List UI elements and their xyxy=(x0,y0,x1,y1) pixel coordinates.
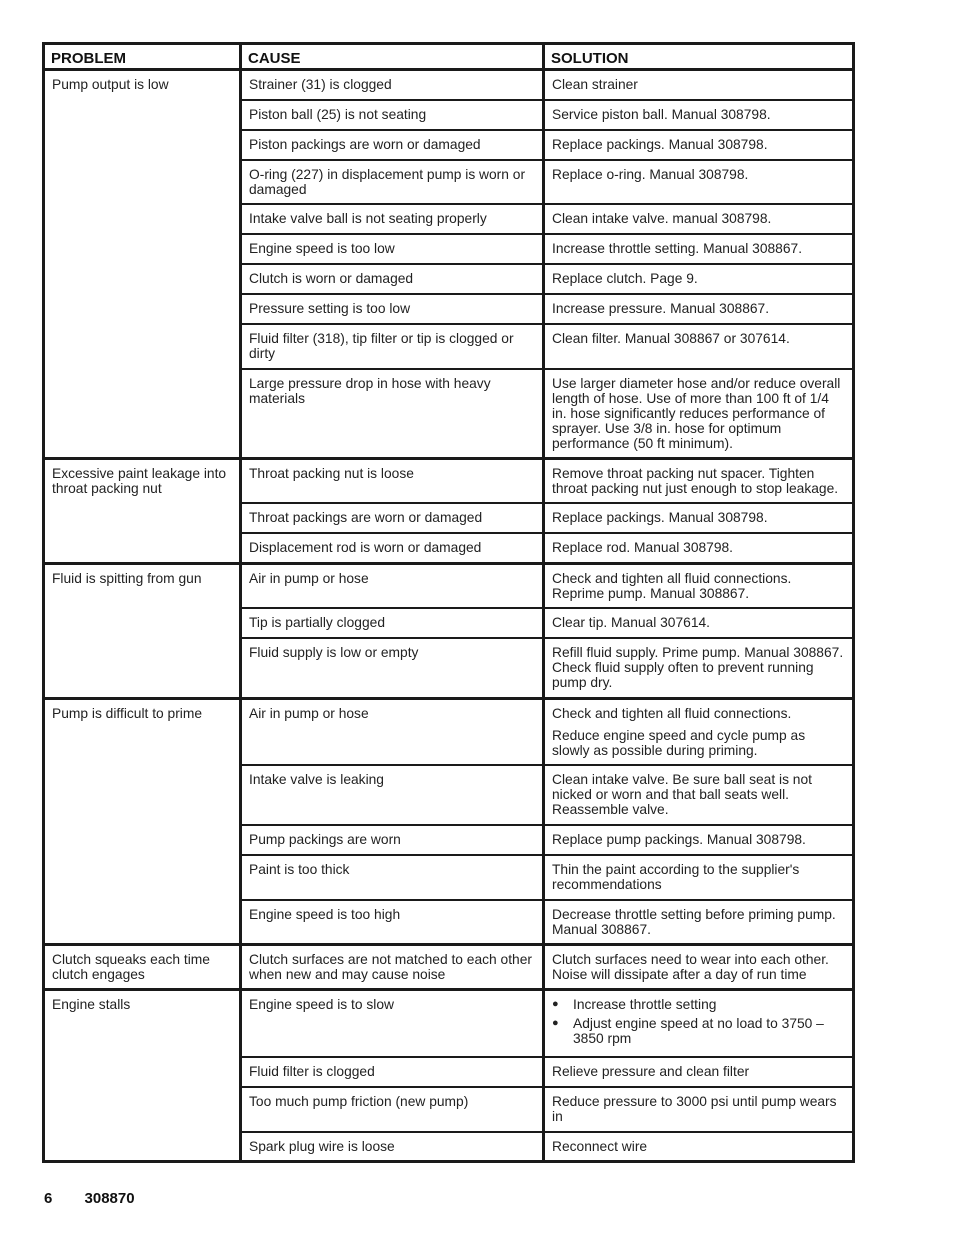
page-number: 6 xyxy=(44,1190,53,1207)
solution-cell xyxy=(544,234,854,264)
solution-bullet: ● Increase throttle setting xyxy=(552,997,846,1012)
solution-cell xyxy=(544,698,854,765)
cause-cell: Fluid supply is low or empty xyxy=(241,638,544,698)
solution-text: Relieve pressure and clean filter xyxy=(552,1063,750,1079)
cause-cell: Throat packing nut is loose xyxy=(241,458,544,503)
solution-text: Clean intake valve. manual 308798. xyxy=(552,210,772,226)
solution-text: Reduce engine speed and cycle pump as slowly as possible during priming. xyxy=(552,727,806,758)
solution-text: Check and tighten all fluid connections. xyxy=(552,705,792,721)
solution-cell xyxy=(544,1057,854,1087)
solution-text: Replace o-ring. Manual 308798. xyxy=(552,166,749,182)
cause-cell: Throat packings are worn or damaged xyxy=(241,503,544,533)
table-row xyxy=(44,563,854,608)
solution-text: Thin the paint according to the supplier's recommendations xyxy=(552,861,800,892)
cause-cell: O-ring (227) in displacement pump is worn or damaged xyxy=(241,160,544,204)
header-cause: CAUSE xyxy=(241,44,544,70)
solution-text: Reduce pressure to 3000 psi until pump wears in xyxy=(552,1093,837,1124)
cause-cell: Pressure setting is too low xyxy=(241,294,544,324)
solution-cell xyxy=(544,204,854,234)
solution-text: Clean strainer xyxy=(552,77,638,92)
solution-cell xyxy=(544,264,854,294)
problem-cell: Fluid is spitting from gun xyxy=(44,563,241,698)
solution-text: Check and tighten all fluid connections. Reprime pump. Manual 308867. xyxy=(552,570,792,601)
solution-text: Clean filter. Manual 308867 or 307614. xyxy=(552,330,790,346)
solution-text: Clutch surfaces need to wear into each other. Noise will dissipate after a day of run time xyxy=(552,952,829,982)
solution-cell xyxy=(544,825,854,855)
cause-cell: Air in pump or hose xyxy=(241,698,544,765)
solution-text: Replace packings. Manual 308798. xyxy=(552,510,768,525)
solution-cell xyxy=(544,100,854,130)
cause-cell: Displacement rod is worn or damaged xyxy=(241,533,544,563)
problem-cell: Engine stalls xyxy=(44,990,241,1162)
cause-cell: Air in pump or hose xyxy=(241,563,544,608)
table-row xyxy=(44,698,854,765)
solution-text: Clean intake valve. Be sure ball seat is not nicked or worn and that ball seats well. Reassemble valve. xyxy=(552,771,812,817)
cause-cell: Clutch is worn or damaged xyxy=(241,264,544,294)
header-solution: SOLUTION xyxy=(544,44,854,70)
solution-text: Increase throttle setting. Manual 308867. xyxy=(552,240,803,256)
cause-cell: Large pressure drop in hose with heavy materials xyxy=(241,369,544,459)
document-number: 308870 xyxy=(84,1190,135,1207)
solution-text: Replace clutch. Page 9. xyxy=(552,270,698,286)
solution-cell xyxy=(544,294,854,324)
solution-text: Decrease throttle setting before priming pump. Manual 308867. xyxy=(552,906,836,937)
troubleshooting-table xyxy=(42,42,855,1163)
solution-cell xyxy=(544,765,854,825)
cause-cell: Strainer (31) is clogged xyxy=(241,70,544,100)
header-row xyxy=(44,44,854,70)
solution-text: Refill fluid supply. Prime pump. Manual 308867. Check fluid supply often to prevent running pump dry. xyxy=(552,645,844,690)
solution-cell xyxy=(544,563,854,608)
solution-cell xyxy=(544,130,854,160)
solution-text: Replace pump packings. Manual 308798. xyxy=(552,831,806,847)
cause-cell: Engine speed is too high xyxy=(241,900,544,945)
solution-cell xyxy=(544,458,854,503)
solution-cell xyxy=(544,608,854,638)
problem-cell: Pump is difficult to prime xyxy=(44,698,241,945)
page-footer xyxy=(44,1190,135,1207)
cause-cell: Engine speed is too low xyxy=(241,234,544,264)
cause-cell: Spark plug wire is loose xyxy=(241,1132,544,1162)
solution-text: Increase pressure. Manual 308867. xyxy=(552,300,770,316)
solution-cell xyxy=(544,503,854,533)
cause-cell: Fluid filter is clogged xyxy=(241,1057,544,1087)
table-row xyxy=(44,70,854,100)
cause-cell: Piston ball (25) is not seating xyxy=(241,100,544,130)
header-problem: PROBLEM xyxy=(44,44,241,70)
solution-cell xyxy=(544,70,854,100)
solution-cell xyxy=(544,324,854,369)
solution-cell xyxy=(544,638,854,698)
solution-text: Remove throat packing nut spacer. Tighten throat packing nut just enough to stop leakage. xyxy=(552,465,839,496)
solution-bullet-list xyxy=(552,997,846,1046)
solution-text: Replace packings. Manual 308798. xyxy=(552,136,768,152)
cause-cell: Piston packings are worn or damaged xyxy=(241,130,544,160)
cause-cell: Intake valve is leaking xyxy=(241,765,544,825)
cause-cell: Fluid filter (318), tip filter or tip is clogged or dirty xyxy=(241,324,544,369)
solution-text: Clear tip. Manual 307614. xyxy=(552,615,710,630)
table-row xyxy=(44,990,854,1057)
cause-cell: Clutch surfaces are not matched to each other when new and may cause noise xyxy=(241,945,544,990)
solution-bullet: ● Adjust engine speed at no load to 3750 – 3850 rpm xyxy=(552,1016,846,1046)
cause-cell: Tip is partially clogged xyxy=(241,608,544,638)
solution-cell xyxy=(544,533,854,563)
cause-cell: Paint is too thick xyxy=(241,855,544,900)
solution-cell xyxy=(544,945,854,990)
solution-cell xyxy=(544,900,854,945)
solution-text: Reconnect wire xyxy=(552,1138,648,1154)
table-body xyxy=(44,70,854,1162)
problem-cell: Pump output is low xyxy=(44,70,241,459)
solution-text: Replace rod. Manual 308798. xyxy=(552,540,734,555)
cause-cell: Too much pump friction (new pump) xyxy=(241,1087,544,1132)
solution-text: Service piston ball. Manual 308798. xyxy=(552,106,771,122)
solution-cell xyxy=(544,1132,854,1162)
solution-cell xyxy=(544,160,854,204)
solution-text: Use larger diameter hose and/or reduce overall length of hose. Use of more than 100 ft of 1/4 in. hose significantly reduces performance of sprayer. Use 3/8 in. hose for optimum performance (50 ft minimum). xyxy=(552,375,841,451)
solution-cell xyxy=(544,990,854,1057)
table-row xyxy=(44,458,854,503)
solution-cell xyxy=(544,1087,854,1132)
solution-cell xyxy=(544,369,854,459)
cause-cell: Engine speed is to slow xyxy=(241,990,544,1057)
solution-cell xyxy=(544,855,854,900)
problem-cell: Excessive paint leakage into throat packing nut xyxy=(44,458,241,563)
table-row xyxy=(44,945,854,990)
cause-cell: Pump packings are worn xyxy=(241,825,544,855)
cause-cell: Intake valve ball is not seating properly xyxy=(241,204,544,234)
problem-cell: Clutch squeaks each time clutch engages xyxy=(44,945,241,990)
